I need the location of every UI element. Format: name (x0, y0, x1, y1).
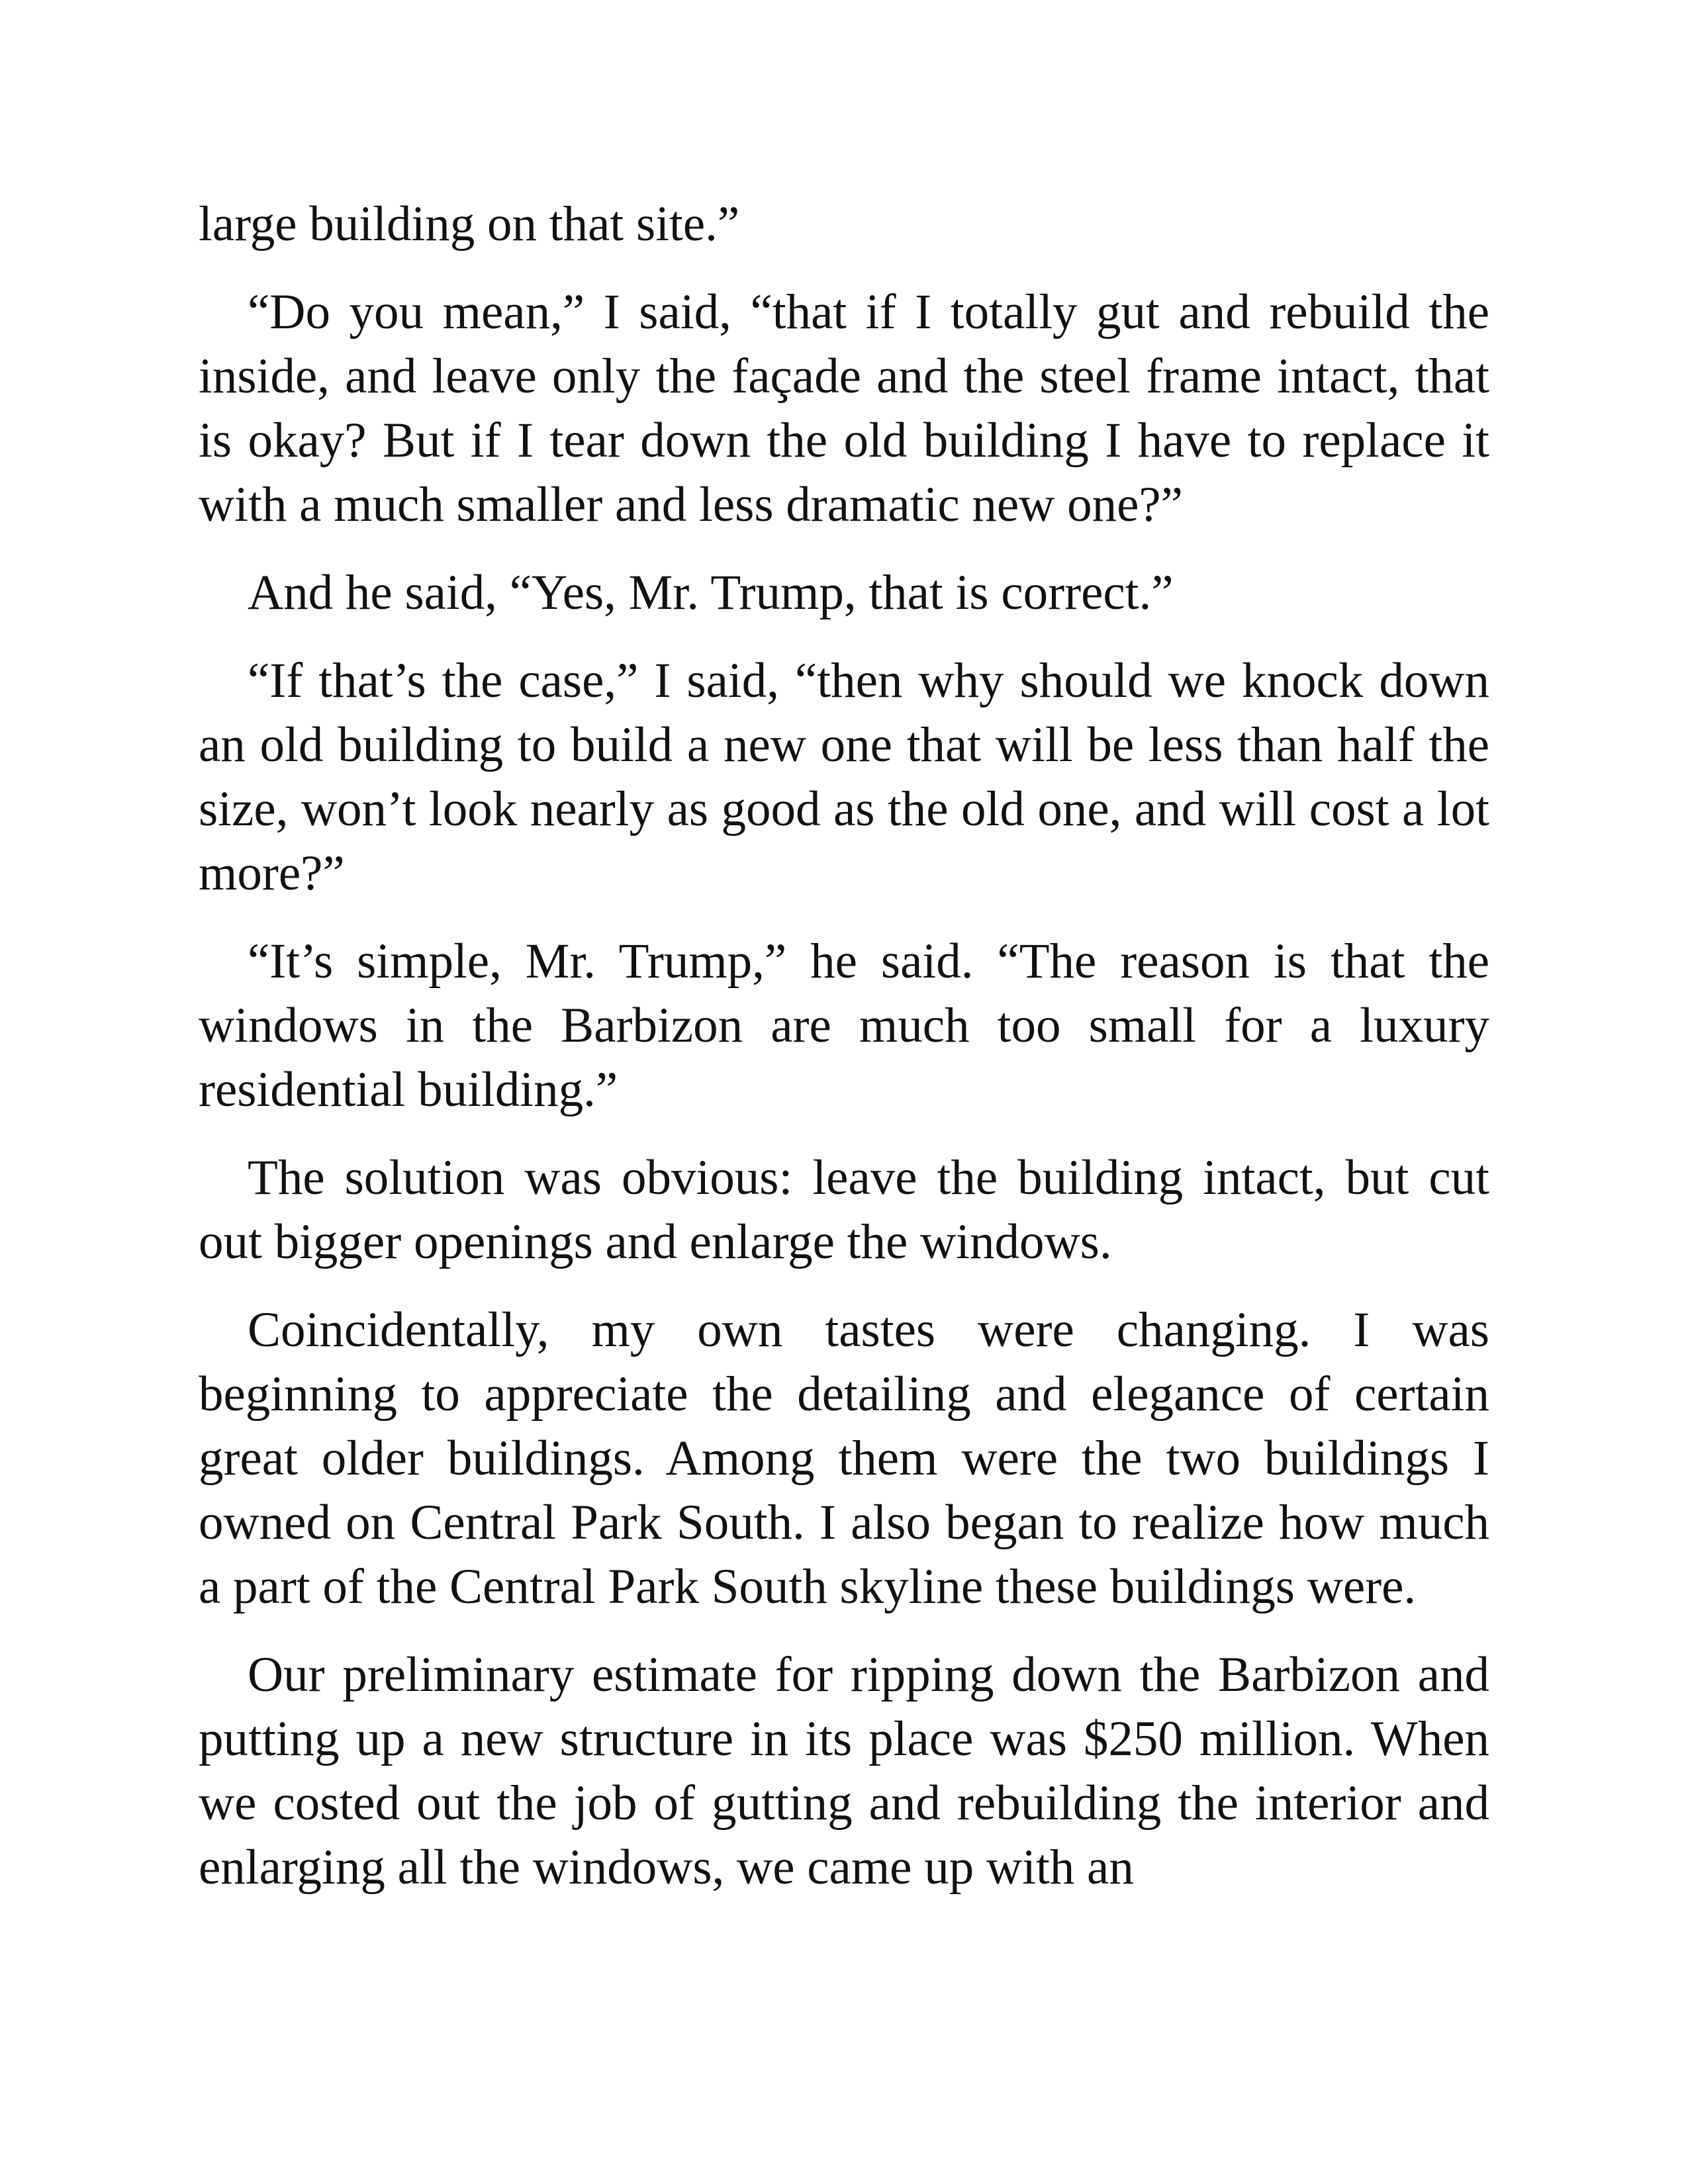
paragraph-its-simple: “It’s simple, Mr. Trump,” he said. “The reason is that the windows in the Barbizon are much too small for a luxury residential building.” (199, 934, 1489, 1117)
paragraph-if-thats-the-case: “If that’s the case,” I said, “then why should we knock down an old building to build a new one that will be less than half the size, won’t look nearly as good as the old one, and will cost a lot more?” (199, 653, 1489, 901)
paragraph-preliminary-estimate: Our preliminary estimate for ripping down the Barbizon and putting up a new structure in its place was $250 million. When we costed out the job of gutting and rebuilding the interior and enlarging all the windows, we came up with an (199, 1647, 1489, 1895)
paragraph-solution: The solution was obvious: leave the building intact, but cut out bigger openings and enlarge the windows. (199, 1150, 1489, 1269)
paragraph-do-you-mean: “Do you mean,” I said, “that if I totally gut and rebuild the inside, and leave only the façade and the steel frame intact, that is okay? But if I tear down the old building I have to replace it with a much smaller and less dramatic new one?” (199, 285, 1489, 532)
paragraph-coincidentally: Coincidentally, my own tastes were changing. I was beginning to appreciate the detailing and elegance of certain great older buildings. Among them were the two buildings I owned on Central Park South. I also began to realize how much a part of the Central Park South skyline these buildings were. (199, 1302, 1489, 1614)
paragraph-continued: large building on that site.” (199, 197, 740, 251)
paragraph-yes-mr-trump: And he said, “Yes, Mr. Trump, that is correct.” (248, 565, 1174, 620)
page-body (199, 192, 1489, 1923)
